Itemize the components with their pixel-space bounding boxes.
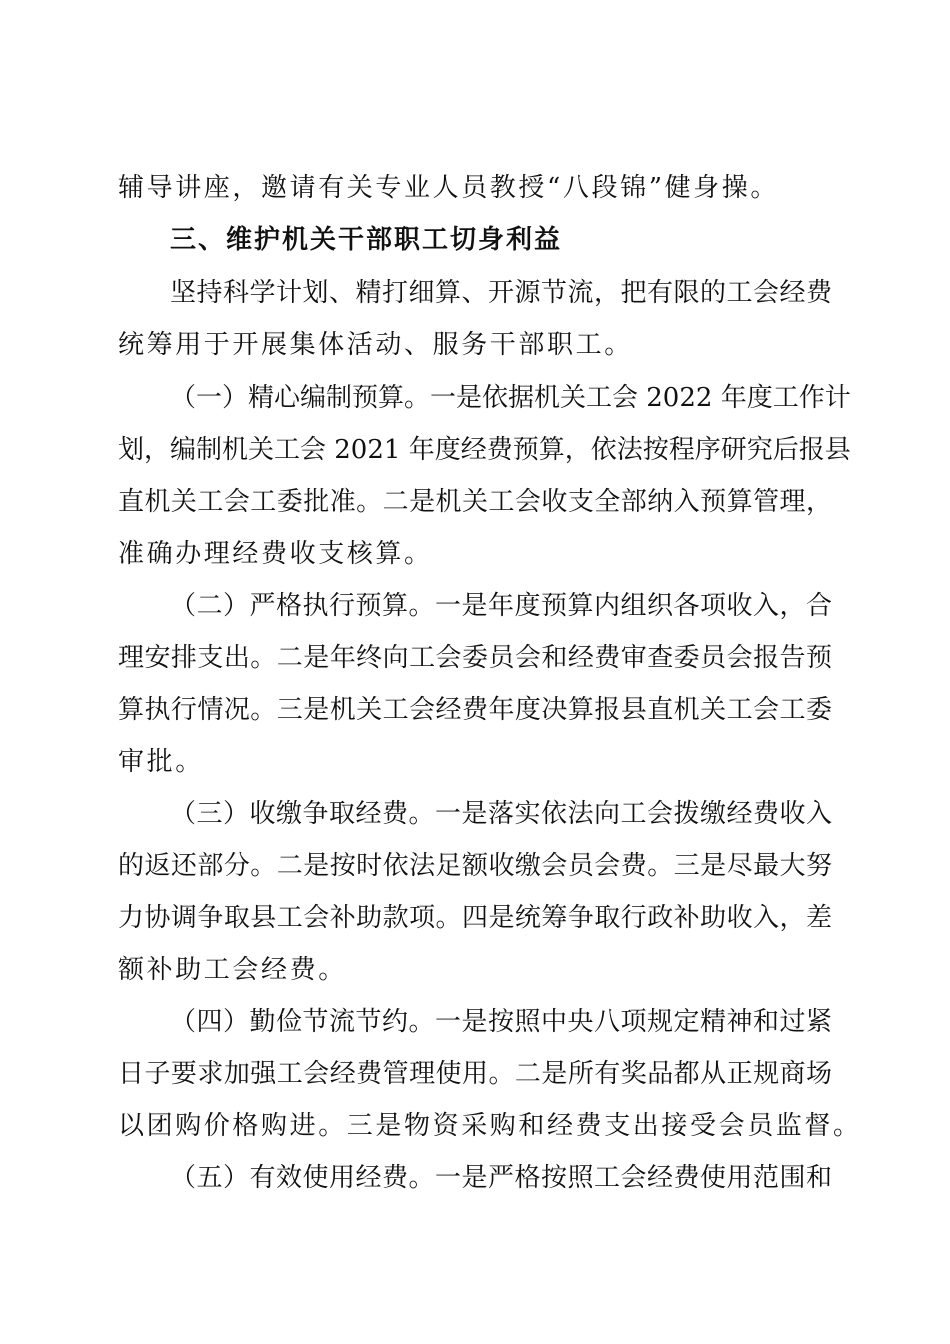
paragraph-line: 审批。 (118, 747, 204, 777)
paragraph-line: 额补助工会经费。 (118, 955, 347, 985)
paragraph-line: （二）严格执行预算。一是年度预算内组织各项收入，合 (170, 591, 832, 621)
paragraph-line: 理安排支出。二是年终向工会委员会和经费审查委员会报告预 (118, 643, 832, 673)
paragraph-line: 力协调争取县工会补助款项。四是统筹争取行政补助收入，差 (118, 903, 832, 933)
paragraph-line: （三）收缴争取经费。一是落实依法向工会拨缴经费收入 (170, 799, 832, 829)
paragraph-line: 的返还部分。二是按时依法足额收缴会员会费。三是尽最大努 (118, 851, 832, 881)
paragraph-line: 辅导讲座，邀请有关专业人员教授“八段锦”健身操。 (118, 173, 779, 203)
paragraph-line: （一）精心编制预算。一是依据机关工会 2022 年度工作计 (170, 383, 851, 413)
paragraph-line: 直机关工会工委批准。二是机关工会收支全部纳入预算管理， (118, 487, 832, 517)
paragraph-line: 划，编制机关工会 2021 年度经费预算，依法按程序研究后报县 (118, 435, 851, 465)
paragraph-line: 以团购价格购进。三是物资采购和经费支出接受会员监督。 (118, 1111, 862, 1141)
paragraph-line: 日子要求加强工会经费管理使用。二是所有奖品都从正规商场 (118, 1059, 832, 1089)
paragraph-line: （四）勤俭节流节约。一是按照中央八项规定精神和过紧 (170, 1007, 832, 1037)
paragraph-line: 准确办理经费收支核算。 (118, 539, 433, 569)
section-heading: 三、维护机关干部职工切身利益 (170, 225, 563, 255)
paragraph-line: 统筹用于开展集体活动、服务干部职工。 (118, 330, 633, 360)
paragraph-line: 算执行情况。三是机关工会经费年度决算报县直机关工会工委 (118, 695, 832, 725)
paragraph-line: 坚持科学计划、精打细算、开源节流，把有限的工会经费 (170, 278, 832, 308)
paragraph-line: （五）有效使用经费。一是严格按照工会经费使用范围和 (170, 1163, 832, 1193)
